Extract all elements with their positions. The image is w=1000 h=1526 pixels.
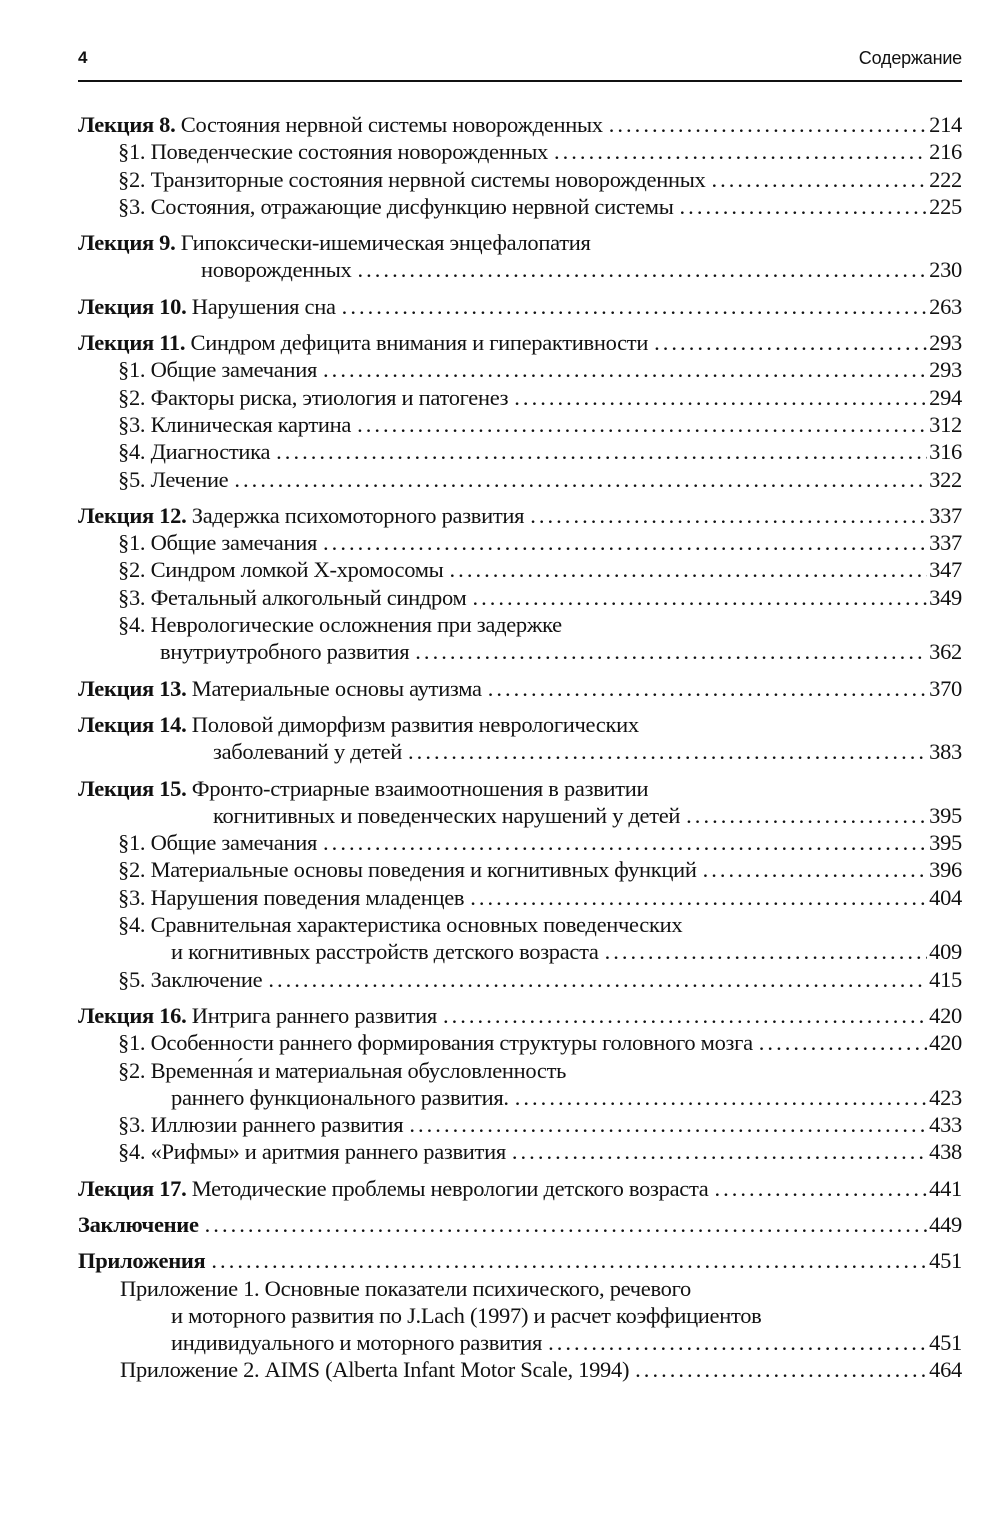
- entry-title: Иллюзии раннего развития: [150, 1112, 404, 1138]
- page-ref: 451: [929, 1330, 962, 1356]
- toc-entry-section[interactable]: [78, 138, 962, 165]
- page-ref: 337: [929, 530, 962, 556]
- page-ref: 415: [929, 966, 962, 992]
- leader-dots: [211, 1247, 927, 1274]
- entry-title-continuation: внутриутробного развития: [160, 639, 410, 665]
- entry-title: Фетальный алкогольный синдром: [150, 584, 467, 610]
- leader-dots: [323, 356, 927, 383]
- page-ref: 451: [929, 1248, 962, 1274]
- toc-entry-section[interactable]: [78, 438, 962, 465]
- toc-entry-lecture-12[interactable]: [78, 502, 962, 529]
- entry-title: Методические проблемы неврологии детского возраста: [191, 1175, 709, 1201]
- entry-title: Нарушения сна: [191, 293, 336, 319]
- entry-label: §3.: [118, 884, 146, 910]
- leader-dots: [654, 329, 927, 356]
- entry-title: Нарушения поведения младенцев: [150, 884, 465, 910]
- entry-title: Синдром дефицита внимания и гиперактивности: [190, 330, 649, 356]
- toc-entry-lecture-13[interactable]: [78, 675, 962, 702]
- entry-title-continuation: индивидуального и моторного развития: [171, 1330, 543, 1356]
- entry-label: Лекция 14.: [78, 711, 187, 737]
- leader-dots: [609, 111, 927, 138]
- toc-entry-conclusion[interactable]: [78, 1211, 962, 1238]
- toc-entry-section[interactable]: [78, 611, 962, 666]
- page-ref: 395: [929, 802, 962, 828]
- entry-title: Задержка психомоторного развития: [191, 502, 525, 528]
- leader-dots: [342, 293, 927, 320]
- entry-title-continuation: и когнитивных расстройств детского возраста: [171, 939, 599, 965]
- entry-label: §2.: [118, 384, 146, 410]
- entry-label: §4.: [118, 439, 146, 465]
- entry-label: §4.: [118, 612, 146, 638]
- toc-entry-section[interactable]: [78, 966, 962, 993]
- leader-dots: [268, 966, 927, 993]
- entry-title: Общие замечания: [150, 530, 318, 556]
- toc-entry-lecture-8[interactable]: [78, 111, 962, 138]
- entry-label: §3.: [118, 584, 146, 610]
- entry-title: Сравнительная характеристика основных поведенческих: [150, 912, 683, 938]
- page-ref: 216: [929, 139, 962, 165]
- entry-title: Приложение 2. AIMS (Alberta Infant Motor Scale, 1994): [120, 1357, 630, 1383]
- toc-entry-lecture-15[interactable]: [78, 775, 962, 830]
- entry-label: §5.: [118, 966, 146, 992]
- entry-label: Лекция 9.: [78, 230, 176, 256]
- page-ref: 263: [929, 293, 962, 319]
- leader-dots: [686, 802, 927, 829]
- entry-title-continuation: новорожденных: [201, 257, 352, 283]
- page-ref: 316: [929, 439, 962, 465]
- entry-label: §3.: [118, 193, 146, 219]
- toc-entry-lecture-14[interactable]: [78, 711, 962, 766]
- entry-label: Лекция 15.: [78, 775, 187, 801]
- page-ref: 337: [929, 502, 962, 528]
- leader-dots: [605, 938, 928, 965]
- leader-dots: [711, 166, 927, 193]
- entry-title: Факторы риска, этиология и патогенез: [150, 384, 509, 410]
- entry-label: §5.: [118, 466, 146, 492]
- toc-entry-section[interactable]: [78, 1138, 962, 1165]
- entry-title: Общие замечания: [150, 357, 318, 383]
- entry-title: Транзиторные состояния нервной системы новорожденных: [150, 166, 706, 192]
- toc-entry-section[interactable]: [78, 529, 962, 556]
- entry-title: Гипоксически-ишемическая энцефалопатия: [180, 230, 591, 256]
- page-ref: 449: [929, 1211, 962, 1237]
- table-of-contents: [78, 111, 962, 1384]
- page-ref: 420: [929, 1030, 962, 1056]
- toc-entry-section[interactable]: [78, 411, 962, 438]
- entry-title-continuation: и моторного развития по J.Lach (1997) и расчет коэффициентов: [171, 1302, 762, 1328]
- leader-dots: [515, 1084, 927, 1111]
- entry-label: §2.: [118, 166, 146, 192]
- page-ref: 404: [929, 884, 962, 910]
- entry-title: Фронто-стриарные взаимоотношения в развитии: [191, 775, 649, 801]
- entry-title: Состояния нервной системы новорожденных: [180, 112, 603, 137]
- toc-entry-section[interactable]: [78, 1111, 962, 1138]
- entry-label: §1.: [118, 357, 146, 383]
- leader-dots: [415, 638, 927, 665]
- entry-label: Лекция 12.: [78, 502, 187, 528]
- toc-entry-appendix-1[interactable]: [78, 1275, 962, 1357]
- entry-title: Приложение 1. Основные показатели психического, речевого: [120, 1275, 691, 1301]
- entry-title: Материальные основы поведения и когнитивных функций: [150, 857, 697, 883]
- toc-entry-section[interactable]: [78, 911, 962, 966]
- page-ref: 441: [929, 1175, 962, 1201]
- leader-dots: [554, 138, 927, 165]
- entry-title-continuation: раннего функционального развития.: [171, 1084, 509, 1110]
- leader-dots: [635, 1356, 927, 1383]
- entry-label: §1.: [118, 830, 146, 856]
- entry-label: Лекция 17.: [78, 1175, 187, 1201]
- entry-label: §4.: [118, 1139, 146, 1165]
- leader-dots: [514, 384, 927, 411]
- entry-label: §2.: [118, 1057, 146, 1083]
- entry-title: «Рифмы» и аритмия раннего развития: [150, 1139, 506, 1165]
- entry-title: Временна́я и материальная обусловленность: [150, 1057, 567, 1083]
- page-ref: 294: [929, 384, 962, 410]
- page-ref: 225: [929, 193, 962, 219]
- page-ref: 420: [929, 1002, 962, 1028]
- page-ref: 433: [929, 1112, 962, 1138]
- entry-title: Поведенческие состояния новорожденных: [150, 139, 548, 165]
- toc-entry-section[interactable]: [78, 356, 962, 383]
- toc-entry-lecture-9[interactable]: [78, 229, 962, 284]
- toc-entry-section[interactable]: [78, 1057, 962, 1112]
- toc-entry-appendices[interactable]: [78, 1247, 962, 1274]
- entry-title: Особенности раннего формирования структуры головного мозга: [150, 1030, 753, 1056]
- leader-dots: [357, 411, 927, 438]
- entry-label: §3.: [118, 1112, 146, 1138]
- page-ref: 423: [929, 1084, 962, 1110]
- page-number: 4: [78, 48, 88, 67]
- entry-label: §2.: [118, 557, 146, 583]
- leader-dots: [472, 584, 927, 611]
- page-ref: 293: [929, 330, 962, 356]
- entry-label: Лекция 13.: [78, 675, 187, 701]
- page-ref: 464: [929, 1357, 962, 1383]
- leader-dots: [488, 675, 927, 702]
- toc-entry-section[interactable]: [78, 829, 962, 856]
- leader-dots: [548, 1329, 927, 1356]
- page-ref: 347: [929, 557, 962, 583]
- page-ref: 438: [929, 1139, 962, 1165]
- toc-entry-section[interactable]: [78, 384, 962, 411]
- entry-label: Лекция 11.: [78, 330, 186, 356]
- toc-entry-lecture-10[interactable]: [78, 293, 962, 320]
- leader-dots: [450, 556, 928, 583]
- entry-title: Клиническая картина: [150, 411, 352, 437]
- page-ref: 293: [929, 357, 962, 383]
- leader-dots: [714, 1175, 927, 1202]
- page-header: [78, 44, 962, 82]
- entry-title-continuation: заболеваний у детей: [213, 739, 403, 765]
- entry-title: Диагностика: [150, 439, 271, 465]
- leader-dots: [323, 829, 927, 856]
- page-ref: 409: [929, 939, 962, 965]
- leader-dots: [703, 856, 928, 883]
- leader-dots: [357, 256, 927, 283]
- toc-entry-section[interactable]: [78, 466, 962, 493]
- toc-entry-appendix-2[interactable]: [78, 1356, 962, 1383]
- entry-title: Материальные основы аутизма: [191, 675, 482, 701]
- entry-label: §1.: [118, 139, 146, 165]
- toc-entry-section[interactable]: [78, 584, 962, 611]
- toc-entry-section[interactable]: [78, 1029, 962, 1056]
- leader-dots: [276, 438, 927, 465]
- entry-label: Приложения: [78, 1248, 206, 1274]
- running-title: Содержание: [858, 48, 962, 68]
- entry-label: §4.: [118, 912, 146, 938]
- entry-title: Интрига раннего развития: [191, 1002, 437, 1028]
- leader-dots: [408, 738, 927, 765]
- leader-dots: [680, 193, 928, 220]
- entry-label: §3.: [118, 411, 146, 437]
- entry-label: Лекция 16.: [78, 1002, 187, 1028]
- leader-dots: [512, 1138, 927, 1165]
- leader-dots: [443, 1002, 927, 1029]
- toc-entry-section[interactable]: [78, 856, 962, 883]
- page-ref: 395: [929, 830, 962, 856]
- page-ref: 396: [929, 857, 962, 883]
- toc-entry-section[interactable]: [78, 556, 962, 583]
- leader-dots: [759, 1029, 927, 1056]
- leader-dots: [323, 529, 927, 556]
- toc-entry-lecture-17[interactable]: [78, 1175, 962, 1202]
- entry-label: Лекция 8.: [78, 112, 176, 137]
- leader-dots: [205, 1211, 928, 1238]
- page-ref: 349: [929, 584, 962, 610]
- page-ref: 362: [929, 639, 962, 665]
- entry-title: Общие замечания: [150, 830, 318, 856]
- entry-title-continuation: когнитивных и поведенческих нарушений у детей: [213, 802, 681, 828]
- toc-entry-section[interactable]: [78, 166, 962, 193]
- entry-label: §1.: [118, 530, 146, 556]
- page-ref: 383: [929, 739, 962, 765]
- toc-entry-lecture-16[interactable]: [78, 1002, 962, 1029]
- page-ref: 222: [929, 166, 962, 192]
- toc-entry-section[interactable]: [78, 884, 962, 911]
- page-ref: 322: [929, 466, 962, 492]
- page-ref: 370: [929, 675, 962, 701]
- entry-title: Синдром ломкой Х-хромосомы: [150, 557, 444, 583]
- entry-label: Лекция 10.: [78, 293, 187, 319]
- toc-entry-lecture-11[interactable]: [78, 329, 962, 356]
- entry-title: Половой диморфизм развития неврологических: [191, 711, 639, 737]
- page-ref: 214: [929, 112, 962, 137]
- entry-label: §2.: [118, 857, 146, 883]
- page-ref: 312: [929, 411, 962, 437]
- toc-entry-section[interactable]: [78, 193, 962, 220]
- leader-dots: [530, 502, 927, 529]
- leader-dots: [234, 466, 927, 493]
- entry-label: §1.: [118, 1030, 146, 1056]
- page-ref: 230: [929, 257, 962, 283]
- entry-title: Заключение: [150, 966, 263, 992]
- leader-dots: [409, 1111, 927, 1138]
- entry-title: Неврологические осложнения при задержке: [150, 612, 562, 638]
- leader-dots: [470, 884, 927, 911]
- entry-title: Лечение: [150, 466, 229, 492]
- entry-title: Состояния, отражающие дисфункцию нервной системы: [150, 193, 674, 219]
- entry-label: Заключение: [78, 1211, 199, 1237]
